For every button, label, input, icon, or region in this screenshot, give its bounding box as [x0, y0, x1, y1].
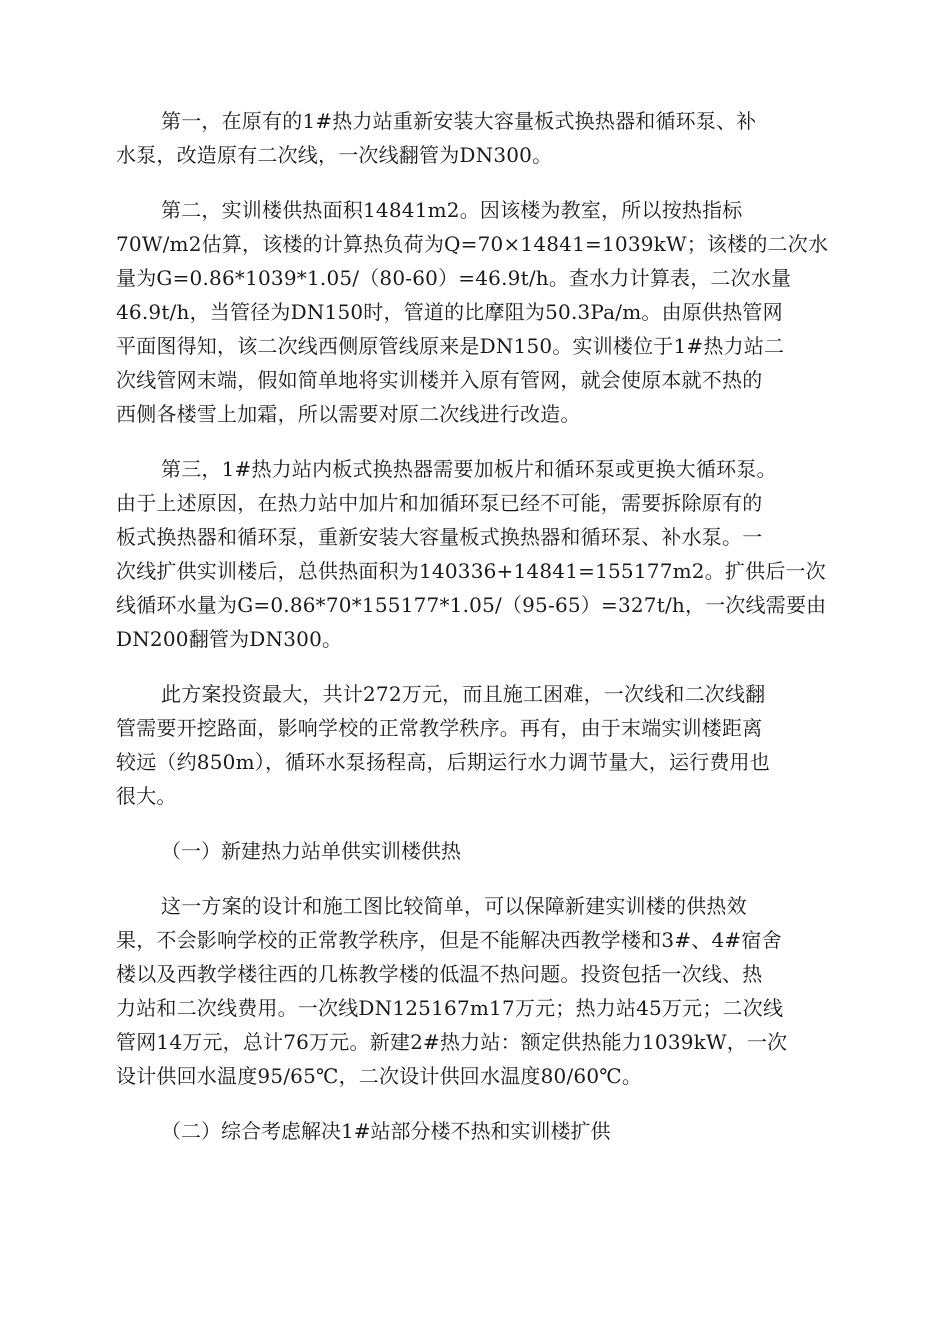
text-line: 力站和二次线费用。一次线DN125167m17万元；热力站45万元；二次线 [116, 996, 784, 1020]
text-line: 第一，在原有的1#热力站重新安装大容量板式换热器和循环泵、补 [161, 109, 757, 133]
text-line: 楼以及西教学楼往西的几栋教学楼的低温不热问题。投资包括一次线、热 [116, 962, 763, 986]
text-line: 70W/m2估算，该楼的计算热负荷为Q=70×14841=1039kW；该楼的二次水 [116, 232, 829, 256]
section-heading-new-station: （一）新建热力站单供实训楼供热 [161, 839, 461, 863]
text-line: 板式换热器和循环泵，重新安装大容量板式换热器和循环泵、补水泵。一 [116, 525, 763, 549]
text-line: 46.9t/h，当管径为DN150时，管道的比摩阻为50.3Pa/m。由原供热管网 [116, 300, 783, 324]
text-line: 量为G=0.86*1039*1.05/（80-60）=46.9t/h。查水力计算表，二次水量 [116, 266, 792, 290]
text-line: 果，不会影响学校的正常教学秩序，但是不能解决西教学楼和3#、4#宿舍 [116, 928, 782, 952]
paragraph-new-station-details [116, 889, 838, 1093]
text-line: 第三，1#热力站内板式换热器需要加板片和循环泵或更换大循环泵。 [161, 457, 777, 481]
text-line: 西侧各楼雪上加霜，所以需要对原二次线进行改造。 [116, 402, 581, 426]
text-line: DN200翻管为DN300。 [116, 627, 343, 651]
paragraph-investment-summary [116, 677, 838, 813]
text-line: 由于上述原因，在热力站中加片和加循环泵已经不可能，需要拆除原有的 [116, 491, 763, 515]
text-line: 水泵，改造原有二次线，一次线翻管为DN300。 [116, 143, 553, 167]
text-line: 次线管网末端，假如简单地将实训楼并入原有管网，就会使原本就不热的 [116, 368, 763, 392]
text-line: 第二，实训楼供热面积14841m2。因该楼为教室，所以按热指标 [161, 198, 743, 222]
text-line: 管网14万元，总计76万元。新建2#热力站：额定供热能力1039kW，一次 [116, 1030, 788, 1054]
text-line: 设计供回水温度95/65℃，二次设计供回水温度80/60℃。 [116, 1064, 643, 1088]
text-line: 平面图得知，该二次线西侧原管线原来是DN150。实训楼位于1#热力站二 [116, 334, 785, 358]
document-page [116, 104, 838, 1169]
text-line: 此方案投资最大，共计272万元，而且施工困难，一次线和二次线翻 [161, 682, 766, 706]
text-line: 次线扩供实训楼后，总供热面积为140336+14841=155177m2。扩供后一次 [116, 559, 826, 583]
text-line: 较远（约850m），循环水泵扬程高，后期运行水力调节量大，运行费用也 [116, 750, 770, 774]
text-line: 这一方案的设计和施工图比较简单，可以保障新建实训楼的供热效 [161, 894, 747, 918]
section-heading-comprehensive: （二）综合考虑解决1#站部分楼不热和实训楼扩供 [161, 1119, 611, 1143]
paragraph-second-option [116, 193, 838, 431]
paragraph-first-option [116, 104, 838, 172]
text-line: 管需要开挖路面，影响学校的正常教学秩序。再有，由于末端实训楼距离 [116, 716, 763, 740]
text-line: 线循环水量为G=0.86*70*155177*1.05/（95-65）=327t/h，一次线需要由 [116, 593, 827, 617]
text-line: 很大。 [116, 784, 177, 808]
paragraph-third-option [116, 452, 838, 656]
